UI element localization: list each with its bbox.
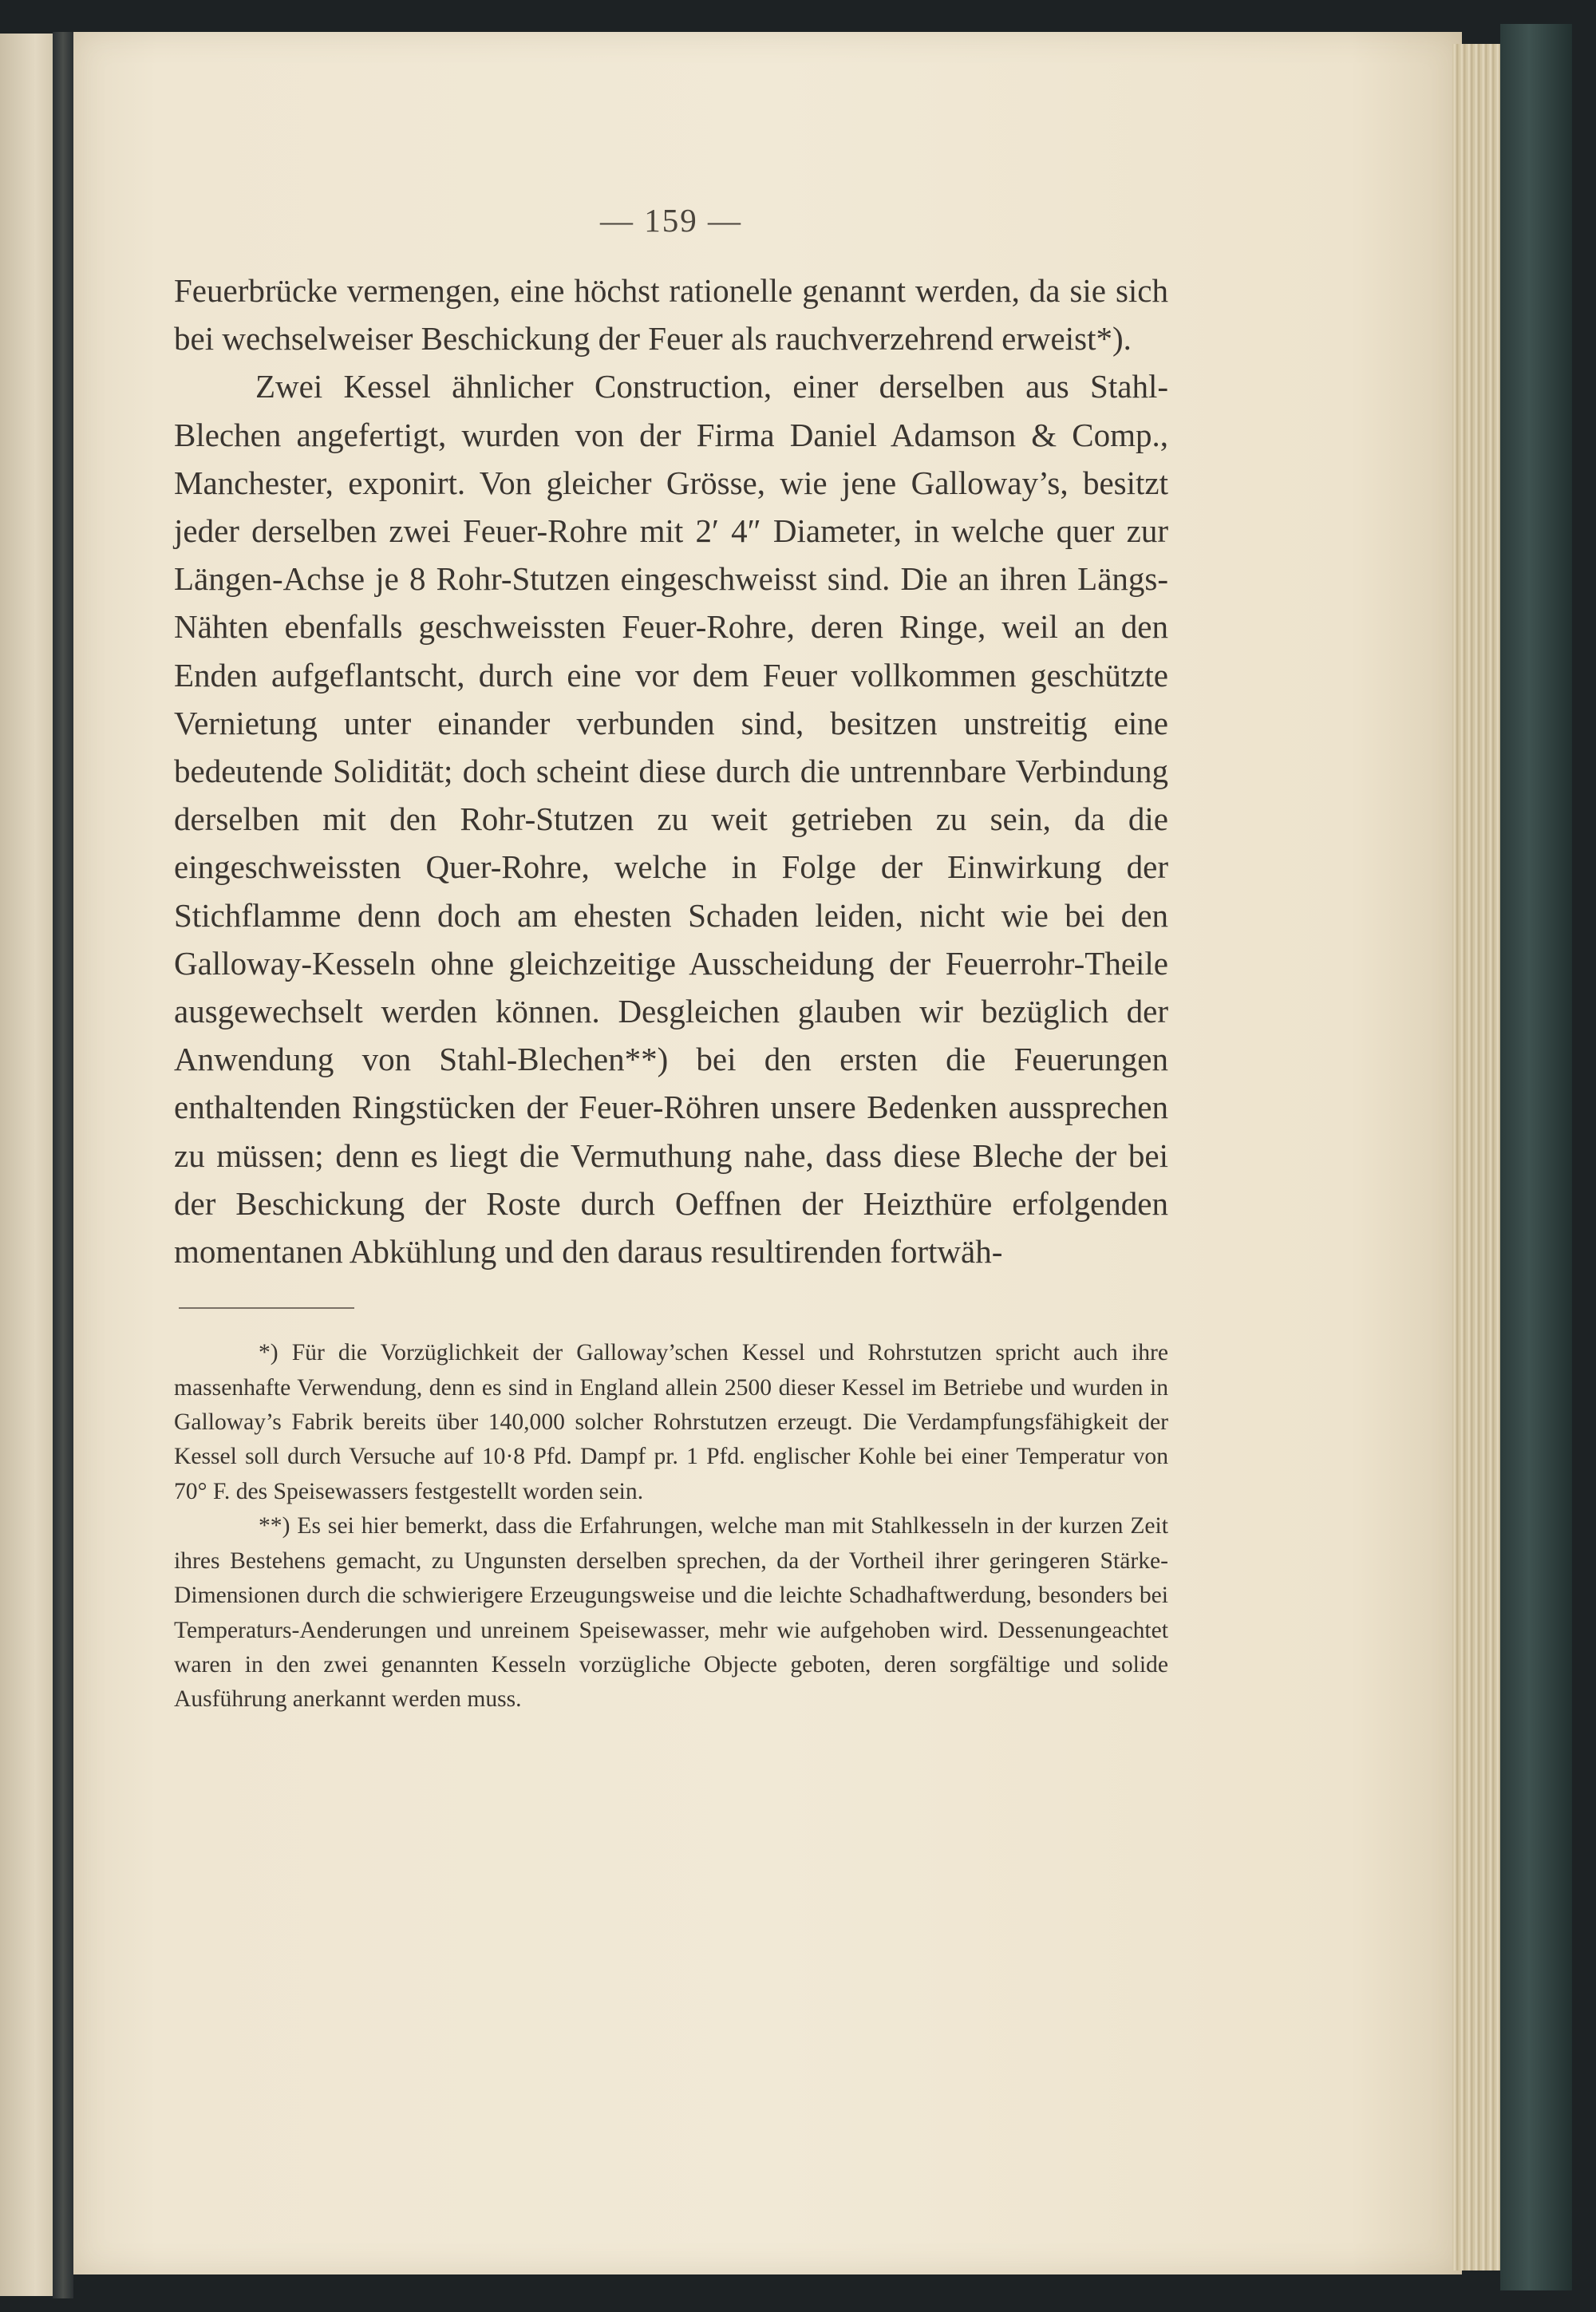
book-cover-edge [1500, 24, 1572, 2290]
facing-page-edge [0, 34, 59, 2296]
footnote-separator [179, 1307, 354, 1309]
page-text-block [174, 201, 1168, 1717]
footnote-2: **) Es sei hier bemerkt, dass die Erfahrungen, welche man mit Stahlkesseln in der kurzen Zeit ihres Bestehens gemacht, zu Ungunsten derselben sprechen, da der Vortheil ihrer geringeren Stärke-Dimensionen durch die schwierigere Erzeugungsweise und die leichte Schadhaftwerdung, besonders bei Temperaturs-Aenderungen und unreinem Speisewasser, mehr wie aufgehoben wird. Dessenungeachtet waren in den zwei genannten Kesseln vorzügliche Objecte geboten, deren sorgfältige und solide Ausführung anerkannt werden muss. [174, 1513, 1168, 1713]
book-gutter [53, 32, 73, 2298]
page-edges [1452, 44, 1500, 2271]
footnotes [174, 1336, 1168, 1717]
footnote-1: *) Für die Vorzüglichkeit der Galloway’schen Kessel und Rohrstutzen spricht auch ihre massenhafte Verwendung, denn es sind in England allein 2500 dieser Kessel im Betriebe und wurden in Galloway’s Fabrik bereits über 140,000 solcher Rohrstutzen erzeugt. Die Verdampfungsfähigkeit der Kessel soll durch Versuche auf 10·8 Pfd. Dampf pr. 1 Pfd. englischer Kohle bei einer Temperatur von 70° F. des Speisewassers festgestellt worden sein. [174, 1340, 1168, 1504]
paragraph-2: Zwei Kessel ähnlicher Construction, einer derselben aus Stahl-Blechen angefertigt, wurden von der Firma Daniel Adamson & Comp., Manchester, exponirt. Von gleicher Grösse, wie jene Galloway’s, besitzt jeder derselben zwei Feuer-Rohre mit 2′ 4″ Diameter, in welche quer zur Längen-Achse je 8 Rohr-Stutzen eingeschweisst sind. Die an ihren Längs-Nähten ebenfalls geschweissten Feuer-Rohre, deren Ringe, weil an den Enden aufgeflantscht, durch eine vor dem Feuer vollkommen geschützte Vernietung unter einander verbunden sind, besitzen unstreitig eine bedeutende Solidität; doch scheint diese durch die untrennbare Verbindung derselben mit den Rohr-Stutzen zu weit getrieben zu sein, da die eingeschweissten Quer-Rohre, welche in Folge der Einwirkung der Stichflamme denn doch am ehesten Schaden leiden, nicht wie bei den Galloway-Kesseln ohne gleichzeitige Ausscheidung der Feuerrohr-Theile ausgewechselt werden können. Desgleichen glauben wir bezüglich der Anwendung von Stahl-Blechen**) bei den ersten die Feuerungen enthaltenden Ringstücken der Feuer-Röhren unsere Bedenken aussprechen zu müssen; denn es liegt die Vermuthung nahe, dass diese Bleche der bei der Beschickung der Roste durch Oeffnen der Heizthüre erfolgenden momentanen Abkühlung und den daraus resultirenden fortwäh- [174, 368, 1168, 1271]
page-number: — 159 — [600, 202, 742, 239]
paragraph-1: Feuerbrücke vermengen, eine höchst rationelle genannt werden, da sie sich bei wechselweiser Beschickung der Feuer als rauchverzehrend erweist*). [174, 272, 1168, 358]
body-text [174, 267, 1168, 1275]
